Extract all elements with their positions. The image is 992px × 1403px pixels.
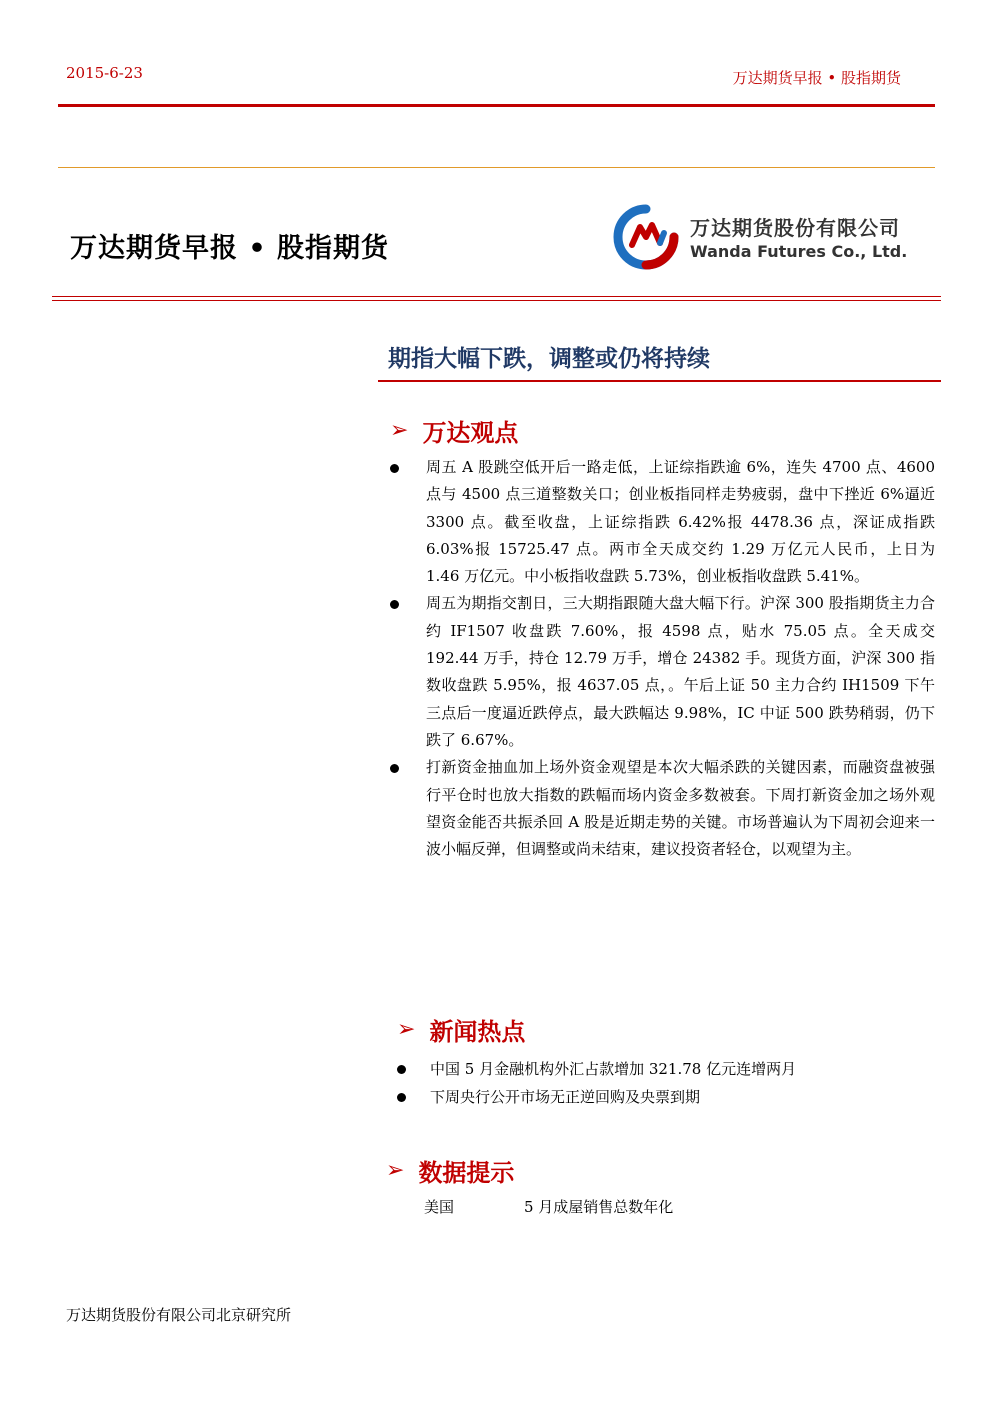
view-list <box>390 454 935 863</box>
bullet-dot-icon <box>390 600 399 609</box>
bullet-dot-icon <box>397 1065 406 1074</box>
section-title: 新闻热点 <box>429 1018 526 1046</box>
footer-text: 万达期货股份有限公司北京研究所 <box>66 1306 292 1324</box>
news-list <box>397 1055 917 1111</box>
double-rule-top <box>52 296 941 297</box>
report-title: 万达期货早报 • 股指期货 <box>70 233 390 264</box>
logo-company-name-cn: 万达期货股份有限公司 <box>690 216 900 240</box>
header-date: 2015-6-23 <box>66 64 143 82</box>
section-view-heading <box>390 413 518 448</box>
company-logo <box>612 200 942 274</box>
orange-divider <box>58 167 935 168</box>
bullet-dot-icon <box>390 764 399 773</box>
headline: 期指大幅下跌，调整或仍将持续 <box>388 346 710 372</box>
bullet-dot-icon <box>397 1093 406 1102</box>
arrow-right-icon: ➢ <box>397 1017 416 1042</box>
list-item <box>390 590 935 754</box>
header-rule <box>58 104 935 107</box>
headline-rule <box>378 380 941 382</box>
list-item-text: 中国 5 月金融机构外汇占款增加 321.78 亿元连增两月 <box>430 1060 797 1078</box>
data-indicator: 5 月成屋销售总数年化 <box>524 1198 674 1216</box>
arrow-right-icon: ➢ <box>390 418 409 443</box>
list-item <box>390 454 935 590</box>
data-row <box>424 1196 673 1217</box>
section-title: 数据提示 <box>418 1159 515 1187</box>
list-item <box>397 1055 917 1083</box>
section-data-heading <box>386 1153 514 1188</box>
list-item-text: 下周央行公开市场无正逆回购及央票到期 <box>430 1088 701 1106</box>
bullet-dot-icon <box>390 464 399 473</box>
list-item <box>397 1083 917 1111</box>
logo-company-name-en: Wanda Futures Co., Ltd. <box>690 242 908 261</box>
logo-emblem-icon <box>612 203 680 271</box>
data-country: 美国 <box>424 1198 455 1216</box>
list-item-text: 打新资金抽血加上场外资金观望是本次大幅杀跌的关键因素，而融资盘被强行平仓时也放大指数的跌幅而场内资金多数被套。下周打新资金加之场外观望资金能否共振杀回 A 股是近期走势的关键。市场普遍认为下周初会迎来一波小幅反弹，但调整或尚未结束，建议投资者轻仓，以观望为主。 <box>426 758 935 859</box>
double-rule-bottom <box>52 300 941 301</box>
arrow-right-icon: ➢ <box>386 1158 405 1183</box>
list-item-text: 周五为期指交割日，三大期指跟随大盘大幅下行。沪深 300 股指期货主力合约 IF1507 收盘跌 7.60%，报 4598 点，贴水 75.05 点。全天成交 192.44 万手，持仓 12.79 万手，增仓 24382 手。现货方面，沪深 300 指数收盘跌 5.95%，报 4637.05 点，。午后上证 50 主力合约 IH1509 下午三点后一度逼近跌停点，最大跌幅达 9.98%，IC 中证 500 跌势稍弱，仍下跌了 6.67%。 <box>426 594 935 749</box>
header-title: 万达期货早报 • 股指期货 <box>732 69 901 87</box>
section-title: 万达观点 <box>422 419 519 447</box>
list-item <box>390 754 935 863</box>
section-news-heading <box>397 1012 525 1047</box>
list-item-text: 周五 A 股跳空低开后一路走低，上证综指跌逾 6%，连失 4700 点、4600 点与 4500 点三道整数关口；创业板指同样走势疲弱，盘中下挫近 6%逼近 3300 点。截至收盘，上证综指跌 6.42%报 4478.36 点，深证成指跌 6.03%报 15725.47 点。两市全天成交约 1.29 万亿元人民币，上日为 1.46 万亿元。中小板指收盘跌 5.73%，创业板指收盘跌 5.41%。 <box>426 458 935 586</box>
